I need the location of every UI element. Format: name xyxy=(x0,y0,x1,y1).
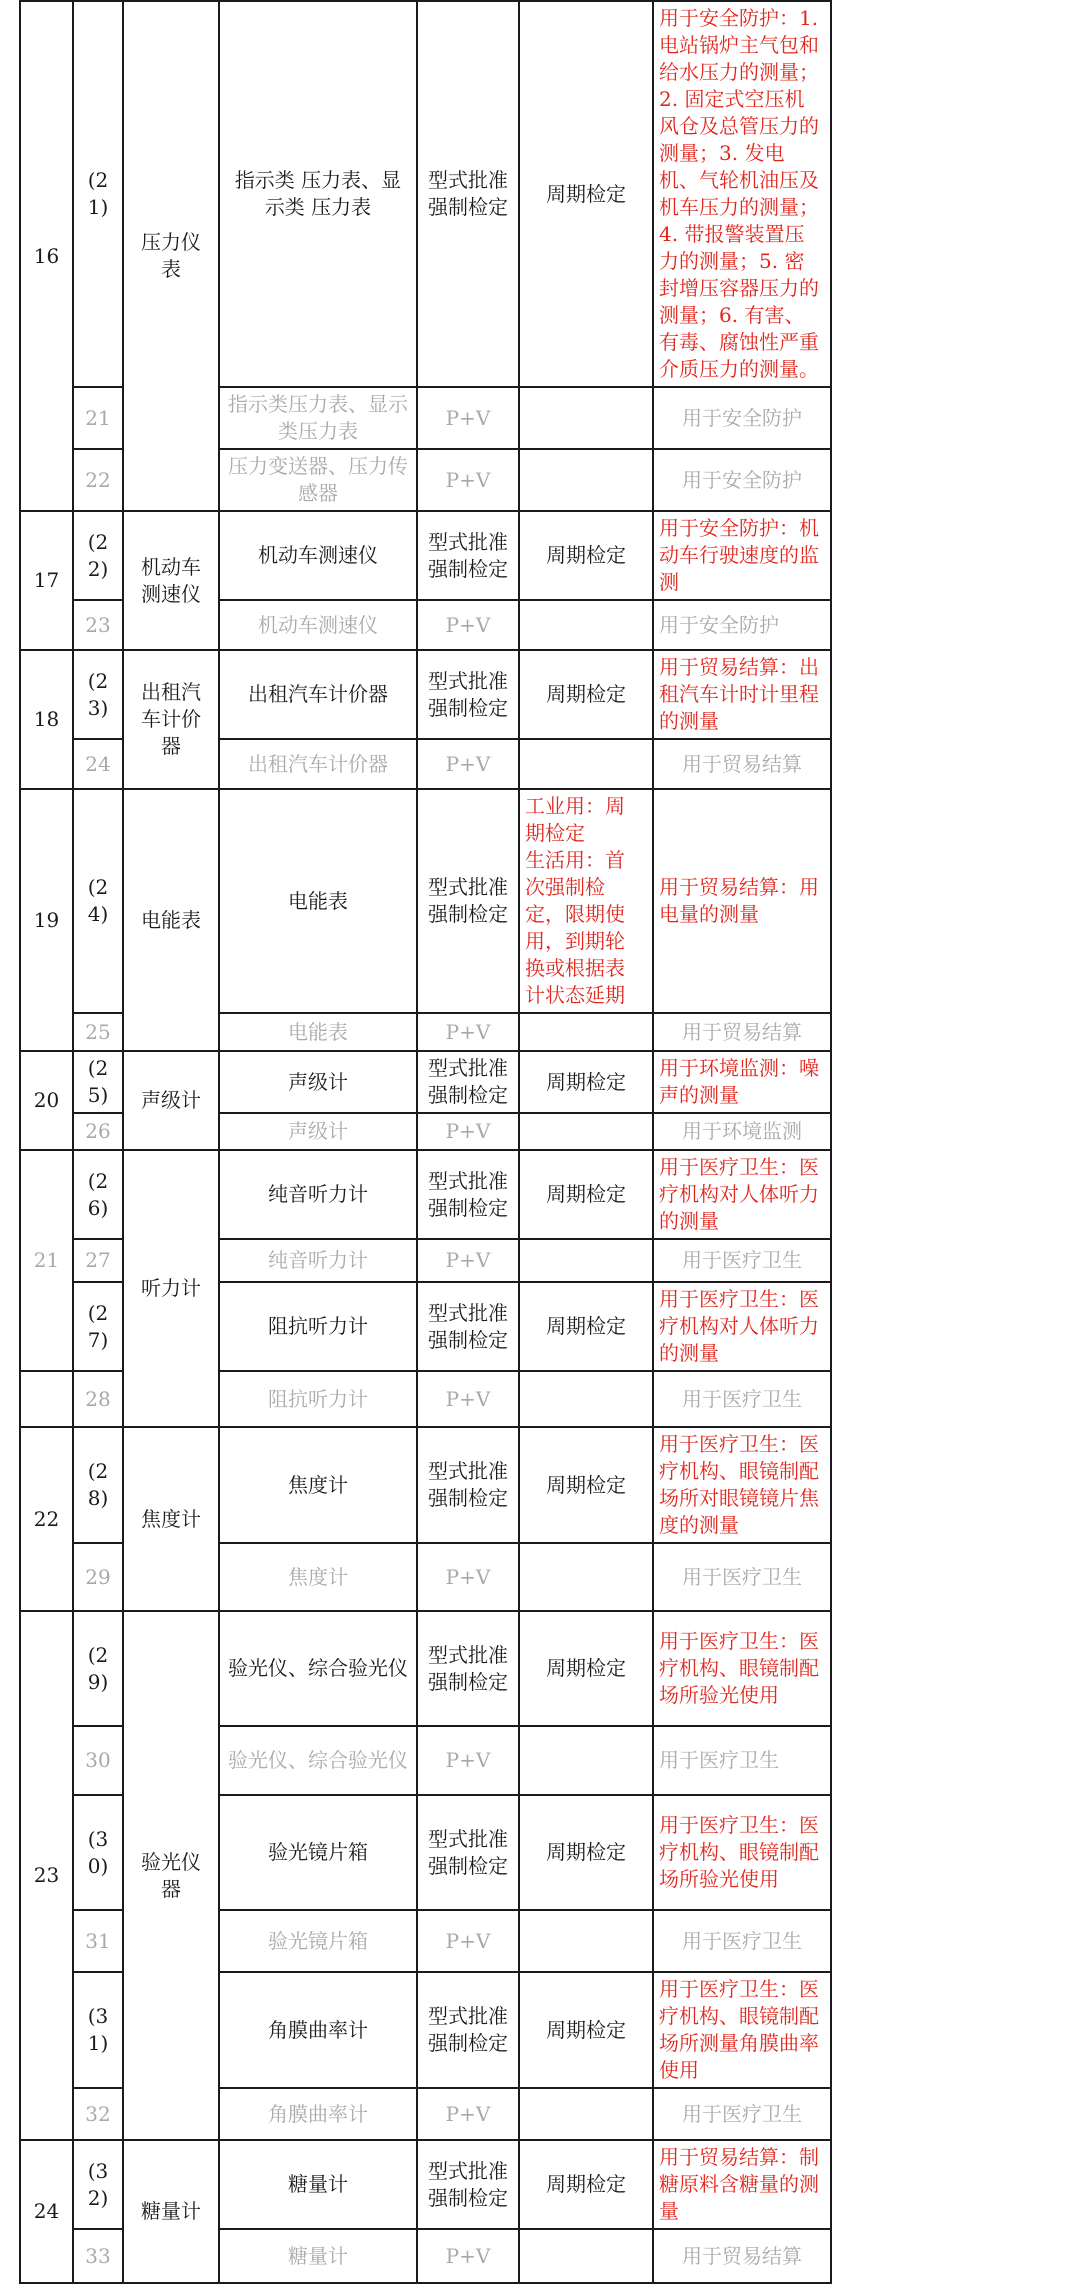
usage-scope: 用于医疗卫生 xyxy=(653,1543,831,1611)
group-number: 16 xyxy=(20,1,73,511)
management-mode: 型式批准 强制检定 xyxy=(417,1150,519,1239)
management-mode: 型式批准 强制检定 xyxy=(417,1972,519,2088)
item-index: 28 xyxy=(73,1371,123,1427)
table-row xyxy=(20,650,831,739)
table-row xyxy=(20,1611,831,1726)
item-index: 26 xyxy=(73,1113,123,1150)
management-mode: P+V xyxy=(417,387,519,449)
management-mode: 型式批准 强制检定 xyxy=(417,789,519,1013)
item-index: (24) xyxy=(73,789,123,1013)
item-index: 24 xyxy=(73,739,123,789)
management-mode: P+V xyxy=(417,449,519,511)
usage-scope: 用于安全防护 xyxy=(653,600,831,650)
item-index: 25 xyxy=(73,1013,123,1051)
verification-method xyxy=(519,1013,653,1051)
verification-method xyxy=(519,1239,653,1282)
usage-scope: 用于贸易结算 xyxy=(653,739,831,789)
instrument-name: 声级计 xyxy=(219,1051,417,1113)
group-number: 22 xyxy=(20,1427,73,1611)
item-index: (31) xyxy=(73,1972,123,2088)
table-row xyxy=(20,1427,831,1543)
usage-scope: 用于贸易结算：用电量的测量 xyxy=(653,789,831,1013)
table-row xyxy=(20,789,831,1013)
item-index: (28) xyxy=(73,1427,123,1543)
category-name: 验光仪器 xyxy=(123,1611,219,2140)
category-name: 糖量计 xyxy=(123,2140,219,2283)
management-mode: 型式批准 强制检定 xyxy=(417,650,519,739)
instrument-name: 机动车测速仪 xyxy=(219,600,417,650)
item-index: (22) xyxy=(73,511,123,600)
instrument-name: 指示类压力表、显示类压力表 xyxy=(219,387,417,449)
usage-scope: 用于贸易结算 xyxy=(653,2229,831,2283)
category-name: 电能表 xyxy=(123,789,219,1051)
item-index: (21) xyxy=(73,1,123,387)
verification-method: 周期检定 xyxy=(519,511,653,600)
item-index: 23 xyxy=(73,600,123,650)
management-mode: 型式批准 强制检定 xyxy=(417,1282,519,1371)
usage-scope: 用于医疗卫生 xyxy=(653,1371,831,1427)
usage-scope: 用于安全防护 xyxy=(653,449,831,511)
item-index: 27 xyxy=(73,1239,123,1282)
table-row xyxy=(20,1150,831,1239)
management-mode: P+V xyxy=(417,2088,519,2140)
management-mode: P+V xyxy=(417,1371,519,1427)
usage-scope: 用于医疗卫生：医疗机构、眼镜制配场所测量角膜曲率使用 xyxy=(653,1972,831,2088)
verification-method xyxy=(519,1910,653,1972)
item-index: (25) xyxy=(73,1051,123,1113)
verification-method: 周期检定 xyxy=(519,2140,653,2229)
management-mode: P+V xyxy=(417,1113,519,1150)
usage-scope: 用于医疗卫生：医疗机构、眼镜制配场所验光使用 xyxy=(653,1795,831,1910)
category-name: 听力计 xyxy=(123,1150,219,1427)
category-name: 机动车测速仪 xyxy=(123,511,219,650)
instrument-name: 压力变送器、压力传感器 xyxy=(219,449,417,511)
management-mode: 型式批准 强制检定 xyxy=(417,1427,519,1543)
category-name: 出租汽车计价器 xyxy=(123,650,219,789)
table-row xyxy=(20,2140,831,2229)
verification-method xyxy=(519,449,653,511)
instrument-name: 电能表 xyxy=(219,1013,417,1051)
management-mode: P+V xyxy=(417,1910,519,1972)
verification-method xyxy=(519,1543,653,1611)
table-row xyxy=(20,1,831,387)
usage-scope: 用于医疗卫生 xyxy=(653,2088,831,2140)
verification-method: 周期检定 xyxy=(519,650,653,739)
instrument-name: 验光仪、综合验光仪 xyxy=(219,1726,417,1795)
instrument-name: 焦度计 xyxy=(219,1543,417,1611)
verification-method: 周期检定 xyxy=(519,1150,653,1239)
usage-scope: 用于贸易结算：出租汽车计时计里程的测量 xyxy=(653,650,831,739)
item-index: (32) xyxy=(73,2140,123,2229)
verification-method xyxy=(519,2229,653,2283)
verification-method: 周期检定 xyxy=(519,1611,653,1726)
usage-scope: 用于贸易结算：制糖原料含糖量的测量 xyxy=(653,2140,831,2229)
management-mode: P+V xyxy=(417,2229,519,2283)
verification-method xyxy=(519,1371,653,1427)
usage-scope: 用于安全防护：机动车行驶速度的监测 xyxy=(653,511,831,600)
management-mode: 型式批准 强制检定 xyxy=(417,1795,519,1910)
group-number: 24 xyxy=(20,2140,73,2283)
usage-scope: 用于医疗卫生：医疗机构对人体听力的测量 xyxy=(653,1150,831,1239)
instrument-name: 纯音听力计 xyxy=(219,1150,417,1239)
group-number: 17 xyxy=(20,511,73,650)
usage-scope: 用于医疗卫生 xyxy=(653,1726,831,1795)
verification-method xyxy=(519,739,653,789)
item-index: 32 xyxy=(73,2088,123,2140)
instrument-name: 角膜曲率计 xyxy=(219,2088,417,2140)
management-mode: P+V xyxy=(417,1239,519,1282)
instrument-name: 机动车测速仪 xyxy=(219,511,417,600)
management-mode: P+V xyxy=(417,739,519,789)
usage-scope: 用于医疗卫生：医疗机构、眼镜制配场所验光使用 xyxy=(653,1611,831,1726)
item-index: 29 xyxy=(73,1543,123,1611)
category-name: 声级计 xyxy=(123,1051,219,1150)
item-index: (30) xyxy=(73,1795,123,1910)
instrument-name: 验光镜片箱 xyxy=(219,1795,417,1910)
management-mode: P+V xyxy=(417,600,519,650)
instrument-name: 出租汽车计价器 xyxy=(219,739,417,789)
management-mode: P+V xyxy=(417,1543,519,1611)
item-index: (26) xyxy=(73,1150,123,1239)
verification-method: 工业用：周期检定 生活用：首次强制检定，限期使用，到期轮换或根据表计状态延期 xyxy=(519,789,653,1013)
item-index: (23) xyxy=(73,650,123,739)
item-index: 31 xyxy=(73,1910,123,1972)
verification-method: 周期检定 xyxy=(519,1051,653,1113)
instrument-name: 指示类 压力表、显示类 压力表 xyxy=(219,1,417,387)
instrument-name: 糖量计 xyxy=(219,2229,417,2283)
verification-method: 周期检定 xyxy=(519,1,653,387)
instrument-name: 糖量计 xyxy=(219,2140,417,2229)
item-index: 22 xyxy=(73,449,123,511)
usage-scope: 用于安全防护：1. 电站锅炉主气包和给水压力的测量；2. 固定式空压机风仓及总管压力的测量；3. 发电机、气轮机油压及机车压力的测量；4. 带报警装置压力的测量；5. 密封增压容器压力的测量；6. 有害、有毒、腐蚀性严重介质压力的测量。 xyxy=(653,1,831,387)
instrument-name: 出租汽车计价器 xyxy=(219,650,417,739)
instrument-name: 电能表 xyxy=(219,789,417,1013)
management-mode: P+V xyxy=(417,1726,519,1795)
verification-method xyxy=(519,387,653,449)
instrument-name: 声级计 xyxy=(219,1113,417,1150)
verification-method: 周期检定 xyxy=(519,1972,653,2088)
verification-method: 周期检定 xyxy=(519,1795,653,1910)
usage-scope: 用于环境监测 xyxy=(653,1113,831,1150)
management-mode: 型式批准 强制检定 xyxy=(417,1611,519,1726)
verification-method: 周期检定 xyxy=(519,1427,653,1543)
group-number: 21 xyxy=(20,1150,73,1371)
group-number: 23 xyxy=(20,1611,73,2140)
instrument-name: 焦度计 xyxy=(219,1427,417,1543)
management-mode: P+V xyxy=(417,1013,519,1051)
verification-table xyxy=(19,0,832,2284)
management-mode: 型式批准 强制检定 xyxy=(417,2140,519,2229)
management-mode: 型式批准 强制检定 xyxy=(417,511,519,600)
verification-method xyxy=(519,1113,653,1150)
group-number-blank xyxy=(20,1371,73,1427)
group-number: 19 xyxy=(20,789,73,1051)
usage-scope: 用于医疗卫生：医疗机构对人体听力的测量 xyxy=(653,1282,831,1371)
item-index: (27) xyxy=(73,1282,123,1371)
table-row xyxy=(20,1051,831,1113)
category-name: 压力仪表 xyxy=(123,1,219,511)
item-index: (29) xyxy=(73,1611,123,1726)
item-index: 21 xyxy=(73,387,123,449)
table-row xyxy=(20,511,831,600)
usage-scope: 用于环境监测：噪声的测量 xyxy=(653,1051,831,1113)
verification-method: 周期检定 xyxy=(519,1282,653,1371)
usage-scope: 用于医疗卫生：医疗机构、眼镜制配场所对眼镜镜片焦度的测量 xyxy=(653,1427,831,1543)
category-name: 焦度计 xyxy=(123,1427,219,1611)
instrument-name: 纯音听力计 xyxy=(219,1239,417,1282)
verification-method xyxy=(519,2088,653,2140)
usage-scope: 用于贸易结算 xyxy=(653,1013,831,1051)
instrument-name: 阻抗听力计 xyxy=(219,1371,417,1427)
item-index: 30 xyxy=(73,1726,123,1795)
verification-method xyxy=(519,600,653,650)
group-number: 18 xyxy=(20,650,73,789)
management-mode: 型式批准 强制检定 xyxy=(417,1,519,387)
instrument-name: 验光镜片箱 xyxy=(219,1910,417,1972)
management-mode: 型式批准 强制检定 xyxy=(417,1051,519,1113)
usage-scope: 用于安全防护 xyxy=(653,387,831,449)
instrument-name: 阻抗听力计 xyxy=(219,1282,417,1371)
usage-scope: 用于医疗卫生 xyxy=(653,1910,831,1972)
usage-scope: 用于医疗卫生 xyxy=(653,1239,831,1282)
item-index: 33 xyxy=(73,2229,123,2283)
verification-method xyxy=(519,1726,653,1795)
instrument-name: 角膜曲率计 xyxy=(219,1972,417,2088)
instrument-name: 验光仪、综合验光仪 xyxy=(219,1611,417,1726)
group-number: 20 xyxy=(20,1051,73,1150)
